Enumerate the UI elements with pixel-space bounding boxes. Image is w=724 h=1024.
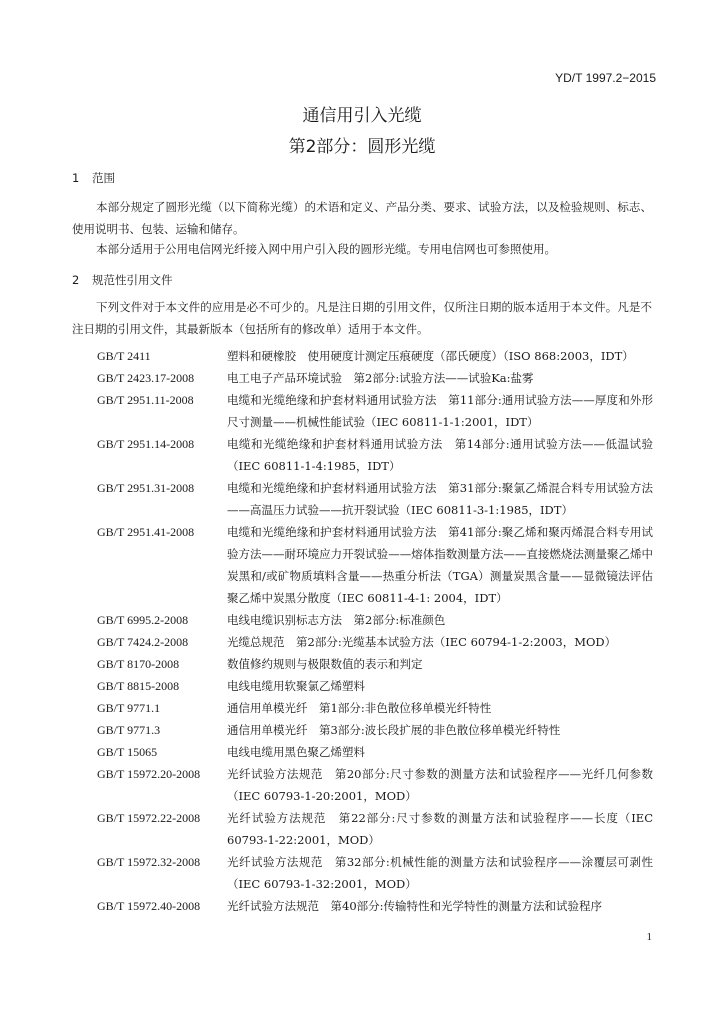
reference-title: 电线电缆用黑色聚乙烯塑料 [227, 745, 365, 759]
reference-item [97, 741, 653, 763]
section-title: 范围 [92, 171, 115, 185]
reference-title: 电工电子产品环境试验 第2部分:试验方法——试验Ka:盐雾 [227, 371, 534, 385]
reference-item [97, 719, 653, 741]
reference-item [97, 367, 653, 389]
reference-code: GB/T 15972.22-2008 [97, 811, 201, 825]
section-1-heading [72, 170, 115, 186]
reference-code: GB/T 2951.14-2008 [97, 437, 195, 451]
reference-code: GB/T 15065 [97, 745, 158, 759]
document-title: 通信用引入光缆 [302, 106, 422, 126]
reference-title: 塑料和硬橡胶 使用硬度计测定压痕硬度（邵氏硬度）（ISO 868:2003，IDT） [227, 349, 634, 363]
reference-item [97, 653, 653, 675]
reference-item [97, 433, 653, 477]
reference-item [97, 609, 653, 631]
reference-item [97, 477, 653, 521]
reference-title: 电线电缆用软聚氯乙烯塑料 [227, 679, 365, 693]
reference-item [97, 675, 653, 697]
reference-item [97, 631, 653, 653]
reference-code: GB/T 2423.17-2008 [97, 371, 195, 385]
reference-title: 电缆和光缆绝缘和护套材料通用试验方法 第14部分:通用试验方法——低温试验（IEC 60811-1-4:1985，IDT） [227, 437, 653, 473]
reference-code: GB/T 9771.3 [97, 723, 161, 737]
page-number: 1 [646, 931, 652, 943]
standard-code: YD/T 1997.2−2015 [555, 71, 656, 85]
reference-item [97, 697, 653, 719]
reference-item [97, 851, 653, 895]
reference-code: GB/T 15972.20-2008 [97, 767, 201, 781]
reference-title: 数值修约规则与极限数值的表示和判定 [227, 657, 423, 671]
reference-code: GB/T 9771.1 [97, 701, 161, 715]
reference-code: GB/T 15972.32-2008 [97, 855, 201, 869]
reference-code: GB/T 2951.11-2008 [97, 393, 194, 407]
scope-paragraph: 本部分规定了圆形光缆（以下简称光缆）的术语和定义、产品分类、要求、试验方法，以及检验规则、标志、使用说明书、包装、运输和储存。 [72, 200, 652, 236]
reference-item [97, 807, 653, 851]
reference-code: GB/T 7424.2-2008 [97, 635, 189, 649]
reference-code: GB/T 8815-2008 [97, 679, 180, 693]
reference-item [97, 521, 653, 609]
reference-title: 光缆总规范 第2部分:光缆基本试验方法（IEC 60794-1-2:2003，MOD） [227, 635, 617, 649]
normative-reference-list [97, 345, 653, 917]
reference-title: 电缆和光缆绝缘和护套材料通用试验方法 第41部分:聚乙烯和聚丙烯混合料专用试验方法——耐环境应力开裂试验——熔体指数测量方法——直接燃烧法测量聚乙烯中炭黑和/或矿物质填料含量——热重分析法（TGA）测量炭黑含量——显微镜法评估聚乙烯中炭黑分散度（IEC 60811-4-1: 2004，IDT） [227, 525, 653, 605]
reference-title: 光纤试验方法规范 第40部分:传输特性和光学特性的测量方法和试验程序 [227, 899, 603, 913]
section-2-heading [72, 272, 173, 288]
reference-code: GB/T 15972.40-2008 [97, 899, 201, 913]
scope-applicability-paragraph: 本部分适用于公用电信网光纤接入网中用户引入段的圆形光缆。专用电信网也可参照使用。 [96, 242, 556, 256]
reference-code: GB/T 6995.2-2008 [97, 613, 189, 627]
reference-title: 电线电缆识别标志方法 第2部分:标准颜色 [227, 613, 446, 627]
reference-item [97, 763, 653, 807]
reference-title: 通信用单模光纤 第3部分:波长段扩展的非色散位移单模光纤特性 [227, 723, 561, 737]
section-number: 2 [72, 273, 80, 287]
reference-code: GB/T 8170-2008 [97, 657, 180, 671]
references-intro-paragraph: 下列文件对于本文件的应用是必不可少的。凡是注日期的引用文件，仅所注日期的版本适用于本文件。凡是不注日期的引用文件，其最新版本（包括所有的修改单）适用于本文件。 [72, 300, 652, 336]
document-subtitle: 第2部分：圆形光缆 [288, 137, 436, 157]
reference-code: GB/T 2951.31-2008 [97, 481, 195, 495]
section-title: 规范性引用文件 [92, 273, 173, 287]
reference-code: GB/T 2951.41-2008 [97, 525, 195, 539]
reference-item [97, 895, 653, 917]
reference-title: 光纤试验方法规范 第32部分:机械性能的测量方法和试验程序——涂覆层可剥性（IEC 60793-1-32:2001，MOD） [227, 855, 653, 891]
reference-title: 光纤试验方法规范 第22部分:尺寸参数的测量方法和试验程序——长度（IEC 60793-1-22:2001，MOD） [227, 811, 653, 847]
reference-title: 电缆和光缆绝缘和护套材料通用试验方法 第31部分:聚氯乙烯混合料专用试验方法——高温压力试验——抗开裂试验（IEC 60811-3-1:1985，IDT） [227, 481, 653, 517]
reference-item [97, 345, 653, 367]
reference-code: GB/T 2411 [97, 349, 151, 363]
reference-title: 光纤试验方法规范 第20部分:尺寸参数的测量方法和试验程序——光纤几何参数（IEC 60793-1-20:2001，MOD） [227, 767, 653, 803]
reference-title: 通信用单模光纤 第1部分:非色散位移单模光纤特性 [227, 701, 492, 715]
reference-title: 电缆和光缆绝缘和护套材料通用试验方法 第11部分:通用试验方法——厚度和外形尺寸测量——机械性能试验（IEC 60811-1-1:2001，IDT） [227, 393, 653, 429]
section-number: 1 [72, 171, 80, 185]
reference-item [97, 389, 653, 433]
